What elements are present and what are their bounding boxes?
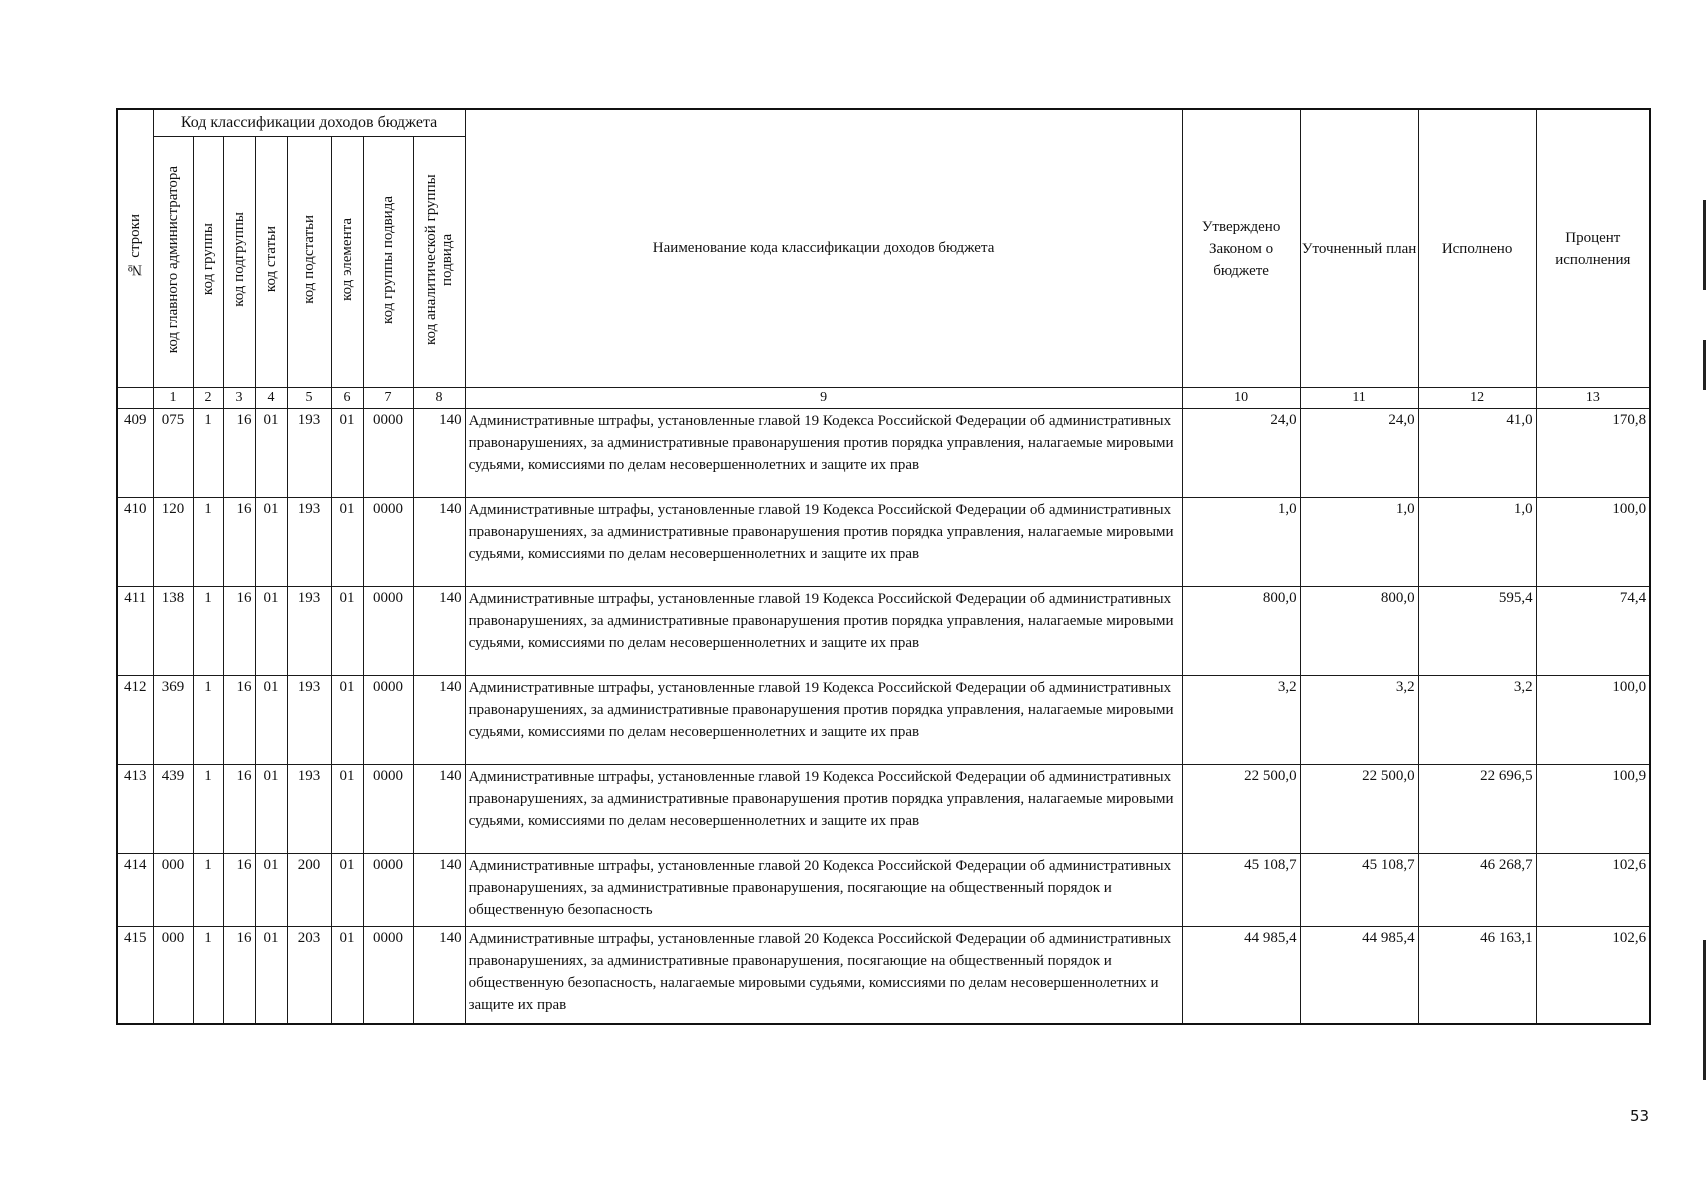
analytic-code-cell: 140 <box>413 498 465 587</box>
header-code-subgroup <box>223 137 255 388</box>
admin-code-cell: 369 <box>153 676 193 765</box>
row-number-cell: 414 <box>117 854 153 927</box>
header-percent: Процент исполнения <box>1536 109 1650 388</box>
revised-value-cell: 45 108,7 <box>1300 854 1418 927</box>
subtype-code-cell: 0000 <box>363 498 413 587</box>
header-code-label: код подстатьи <box>301 215 317 304</box>
element-code-cell: 01 <box>331 587 363 676</box>
subarticle-code-cell: 193 <box>287 409 331 498</box>
percent-value-cell: 102,6 <box>1536 927 1650 1024</box>
element-code-cell: 01 <box>331 498 363 587</box>
column-number: 12 <box>1418 388 1536 409</box>
executed-value-cell: 41,0 <box>1418 409 1536 498</box>
percent-value-cell: 100,0 <box>1536 498 1650 587</box>
subtype-code-cell: 0000 <box>363 409 413 498</box>
header-code-admin <box>153 137 193 388</box>
element-code-cell: 01 <box>331 765 363 854</box>
budget-revenue-table <box>116 108 1651 1025</box>
approved-value-cell: 24,0 <box>1182 409 1300 498</box>
row-number-cell: 411 <box>117 587 153 676</box>
executed-value-cell: 22 696,5 <box>1418 765 1536 854</box>
header-code-label: код группы <box>200 223 216 296</box>
subgroup-code-cell: 16 <box>223 854 255 927</box>
subtype-code-cell: 0000 <box>363 765 413 854</box>
subtype-code-cell: 0000 <box>363 927 413 1024</box>
table-row <box>117 927 1650 1024</box>
header-classification-group: Код классификации доходов бюджета <box>153 109 465 137</box>
executed-value-cell: 595,4 <box>1418 587 1536 676</box>
subgroup-code-cell: 16 <box>223 676 255 765</box>
admin-code-cell: 138 <box>153 587 193 676</box>
group-code-cell: 1 <box>193 854 223 927</box>
header-code-label: код статьи <box>263 226 279 293</box>
article-code-cell: 01 <box>255 927 287 1024</box>
approved-value-cell: 22 500,0 <box>1182 765 1300 854</box>
row-number-cell: 410 <box>117 498 153 587</box>
subtype-code-cell: 0000 <box>363 676 413 765</box>
subarticle-code-cell: 193 <box>287 587 331 676</box>
analytic-code-cell: 140 <box>413 676 465 765</box>
column-number: 11 <box>1300 388 1418 409</box>
analytic-code-cell: 140 <box>413 409 465 498</box>
scan-edge-mark <box>1703 940 1706 1080</box>
group-code-cell: 1 <box>193 498 223 587</box>
table-row <box>117 409 1650 498</box>
column-number: 2 <box>193 388 223 409</box>
column-number: 5 <box>287 388 331 409</box>
subarticle-code-cell: 193 <box>287 676 331 765</box>
revised-value-cell: 1,0 <box>1300 498 1418 587</box>
element-code-cell: 01 <box>331 409 363 498</box>
revised-value-cell: 3,2 <box>1300 676 1418 765</box>
column-number-row <box>117 388 1650 409</box>
column-number: 13 <box>1536 388 1650 409</box>
executed-value-cell: 1,0 <box>1418 498 1536 587</box>
row-number-cell: 415 <box>117 927 153 1024</box>
subarticle-code-cell: 193 <box>287 765 331 854</box>
revised-value-cell: 22 500,0 <box>1300 765 1418 854</box>
admin-code-cell: 000 <box>153 854 193 927</box>
percent-value-cell: 170,8 <box>1536 409 1650 498</box>
element-code-cell: 01 <box>331 676 363 765</box>
approved-value-cell: 3,2 <box>1182 676 1300 765</box>
column-number: 4 <box>255 388 287 409</box>
percent-value-cell: 102,6 <box>1536 854 1650 927</box>
subgroup-code-cell: 16 <box>223 498 255 587</box>
subgroup-code-cell: 16 <box>223 927 255 1024</box>
header-code-element <box>331 137 363 388</box>
scan-edge-mark <box>1703 340 1706 390</box>
subtype-code-cell: 0000 <box>363 854 413 927</box>
subarticle-code-cell: 203 <box>287 927 331 1024</box>
executed-value-cell: 46 268,7 <box>1418 854 1536 927</box>
table-row <box>117 676 1650 765</box>
admin-code-cell: 120 <box>153 498 193 587</box>
header-approved: Утверждено Законом о бюджете <box>1182 109 1300 388</box>
percent-value-cell: 74,4 <box>1536 587 1650 676</box>
revenue-name-cell: Административные штрафы, установленные главой 19 Кодекса Российской Федерации об административных правонарушениях, за административные правонарушения против порядка управления, налагаемые мировыми судьями, комиссиями по делам несовершеннолетних и защите их прав <box>465 765 1182 854</box>
subgroup-code-cell: 16 <box>223 587 255 676</box>
header-code-group <box>193 137 223 388</box>
element-code-cell: 01 <box>331 927 363 1024</box>
subgroup-code-cell: 16 <box>223 765 255 854</box>
group-code-cell: 1 <box>193 676 223 765</box>
group-code-cell: 1 <box>193 587 223 676</box>
article-code-cell: 01 <box>255 765 287 854</box>
header-code-label: код аналитической группы подвида <box>423 174 456 345</box>
header-name: Наименование кода классификации доходов бюджета <box>465 109 1182 388</box>
table-row <box>117 854 1650 927</box>
approved-value-cell: 45 108,7 <box>1182 854 1300 927</box>
approved-value-cell: 44 985,4 <box>1182 927 1300 1024</box>
admin-code-cell: 000 <box>153 927 193 1024</box>
article-code-cell: 01 <box>255 854 287 927</box>
revised-value-cell: 44 985,4 <box>1300 927 1418 1024</box>
column-number: 8 <box>413 388 465 409</box>
analytic-code-cell: 140 <box>413 854 465 927</box>
revenue-name-cell: Административные штрафы, установленные главой 19 Кодекса Российской Федерации об административных правонарушениях, за административные правонарушения против порядка управления, налагаемые мировыми судьями, комиссиями по делам несовершеннолетних и защите их прав <box>465 498 1182 587</box>
subarticle-code-cell: 193 <box>287 498 331 587</box>
analytic-code-cell: 140 <box>413 927 465 1024</box>
header-code-analytic-group <box>413 137 465 388</box>
header-executed: Исполнено <box>1418 109 1536 388</box>
revenue-name-cell: Административные штрафы, установленные главой 20 Кодекса Российской Федерации об административных правонарушениях, за административные правонарушения, посягающие на общественный порядок и общественную безопасность, налагаемые мировыми судьями, комиссиями по делам несовершеннолетних и защите их прав <box>465 927 1182 1024</box>
row-number-cell: 412 <box>117 676 153 765</box>
column-number: 3 <box>223 388 255 409</box>
column-number: 9 <box>465 388 1182 409</box>
revised-value-cell: 800,0 <box>1300 587 1418 676</box>
group-code-cell: 1 <box>193 927 223 1024</box>
column-number: 6 <box>331 388 363 409</box>
page-number: 53 <box>1630 1107 1650 1125</box>
column-number: 10 <box>1182 388 1300 409</box>
table-row <box>117 765 1650 854</box>
column-number: 7 <box>363 388 413 409</box>
row-number-cell: 413 <box>117 765 153 854</box>
revenue-name-cell: Административные штрафы, установленные главой 19 Кодекса Российской Федерации об административных правонарушениях, за административные правонарушения против порядка управления, налагаемые мировыми судьями, комиссиями по делам несовершеннолетних и защите их прав <box>465 409 1182 498</box>
approved-value-cell: 1,0 <box>1182 498 1300 587</box>
group-code-cell: 1 <box>193 409 223 498</box>
revenue-name-cell: Административные штрафы, установленные главой 19 Кодекса Российской Федерации об административных правонарушениях, за административные правонарушения против порядка управления, налагаемые мировыми судьями, комиссиями по делам несовершеннолетних и защите их прав <box>465 676 1182 765</box>
header-code-label: код группы подвида <box>380 195 396 324</box>
scan-edge-mark <box>1703 200 1706 290</box>
analytic-code-cell: 140 <box>413 587 465 676</box>
executed-value-cell: 3,2 <box>1418 676 1536 765</box>
analytic-code-cell: 140 <box>413 765 465 854</box>
percent-value-cell: 100,9 <box>1536 765 1650 854</box>
header-code-label: код элемента <box>339 218 355 301</box>
table-row <box>117 498 1650 587</box>
header-code-subarticle <box>287 137 331 388</box>
article-code-cell: 01 <box>255 676 287 765</box>
article-code-cell: 01 <box>255 498 287 587</box>
group-code-cell: 1 <box>193 765 223 854</box>
admin-code-cell: 075 <box>153 409 193 498</box>
percent-value-cell: 100,0 <box>1536 676 1650 765</box>
header-code-article <box>255 137 287 388</box>
revenue-name-cell: Административные штрафы, установленные главой 19 Кодекса Российской Федерации об административных правонарушениях, за административные правонарушения против порядка управления, налагаемые мировыми судьями, комиссиями по делам несовершеннолетних и защите их прав <box>465 587 1182 676</box>
column-number-blank <box>117 388 153 409</box>
article-code-cell: 01 <box>255 409 287 498</box>
column-number: 1 <box>153 388 193 409</box>
header-revised: Уточненный план <box>1300 109 1418 388</box>
subarticle-code-cell: 200 <box>287 854 331 927</box>
executed-value-cell: 46 163,1 <box>1418 927 1536 1024</box>
subtype-code-cell: 0000 <box>363 587 413 676</box>
element-code-cell: 01 <box>331 854 363 927</box>
revised-value-cell: 24,0 <box>1300 409 1418 498</box>
subgroup-code-cell: 16 <box>223 409 255 498</box>
revenue-name-cell: Административные штрафы, установленные главой 20 Кодекса Российской Федерации об административных правонарушениях, за административные правонарушения, посягающие на общественный порядок и общественную безопасность <box>465 854 1182 927</box>
header-code-subtype-group <box>363 137 413 388</box>
table-row <box>117 587 1650 676</box>
admin-code-cell: 439 <box>153 765 193 854</box>
approved-value-cell: 800,0 <box>1182 587 1300 676</box>
header-row-number-label: № строки <box>127 214 144 278</box>
header-code-label: код подгруппы <box>231 212 247 307</box>
row-number-cell: 409 <box>117 409 153 498</box>
article-code-cell: 01 <box>255 587 287 676</box>
header-row-number <box>117 109 153 388</box>
header-code-label: код главного администратора <box>165 165 181 354</box>
